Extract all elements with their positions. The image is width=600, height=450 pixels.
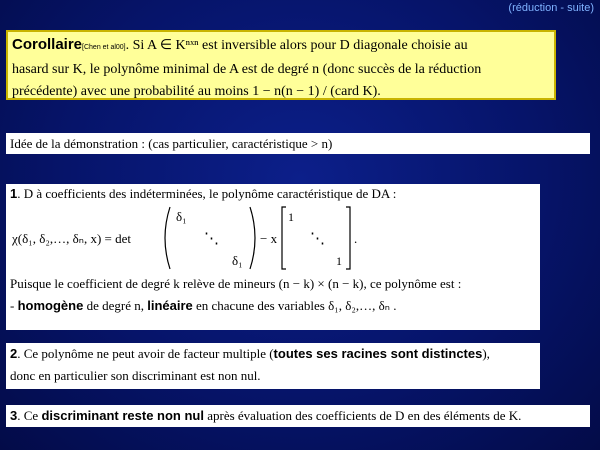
corollary-line-2: hasard sur K, le polynôme minimal de A est de degré n (donc succès de la réduction bbox=[12, 62, 482, 77]
formula-period: . bbox=[354, 231, 358, 246]
matrix2-bottom-entry: 1 bbox=[336, 254, 342, 268]
point-1-post-text: en chacune des variables δ₁, δ₂,…, δₙ . bbox=[192, 298, 397, 313]
distinct-roots-term: toutes ses racines sont distinctes bbox=[273, 346, 483, 361]
point-2-pre-text: . Ce polynôme ne peut avoir de facteur multiple ( bbox=[17, 346, 274, 361]
proof-idea-box bbox=[6, 133, 590, 154]
proof-idea-text: Idée de la démonstration : (cas particulier, caractéristique > n) bbox=[10, 136, 333, 151]
matrix2-dots: ⋱ bbox=[310, 231, 325, 247]
matrix1-bottom-entry: δ₁ bbox=[232, 253, 243, 268]
matrix1-dots: ⋱ bbox=[204, 231, 219, 247]
point-2-number: 2 bbox=[10, 346, 18, 361]
corollary-box bbox=[6, 30, 556, 100]
point-1-line-4 bbox=[10, 295, 536, 317]
matrix1-left-bracket bbox=[165, 207, 170, 269]
matrix2-right-bracket bbox=[346, 207, 350, 269]
point-1-text-1: . D à coefficients des indéterminées, le polynôme caractéristique de DA : bbox=[17, 186, 397, 201]
homogene-term: homogène bbox=[17, 298, 84, 313]
point-3-pre-text: . Ce bbox=[17, 408, 42, 423]
corollary-title: Corollaire bbox=[12, 36, 83, 53]
point-2-line-2: donc en particulier son discriminant est non nul. bbox=[10, 368, 261, 383]
formula-lhs: χ(δ₁, δ₂,…, δₙ, x) = det bbox=[12, 231, 132, 246]
corollary-citation: [Chen et al00] bbox=[82, 44, 126, 51]
section-note: (réduction - suite) bbox=[508, 2, 594, 14]
matrix2-left-bracket bbox=[282, 207, 286, 269]
characteristic-polynomial-formula bbox=[10, 203, 536, 273]
discriminant-term: discriminant reste non nul bbox=[41, 408, 204, 423]
lineaire-term: linéaire bbox=[147, 298, 193, 313]
point-1-mid-text: de degré n, bbox=[83, 298, 148, 313]
corollary-text-1: . Si A ∈ Kⁿˣⁿ est inversible alors pour D diagonale choisie au bbox=[125, 38, 468, 53]
corollary-line-3: précédente) avec une probabilité au moins 1 − n(n − 1) / (card K). bbox=[12, 84, 381, 99]
matrix1-right-bracket bbox=[250, 207, 255, 269]
point-2-box bbox=[6, 343, 540, 389]
corollary-line-1 bbox=[12, 34, 550, 59]
point-3-post-text: après évaluation des coefficients de D en des éléments de K. bbox=[203, 408, 522, 423]
point-3-line bbox=[10, 405, 586, 427]
matrix2-top-entry: 1 bbox=[288, 210, 294, 224]
point-2-post-text: ), bbox=[482, 346, 490, 361]
point-1-box bbox=[6, 184, 540, 330]
point-3-number: 3 bbox=[10, 408, 18, 423]
point-3-box bbox=[6, 405, 590, 427]
point-1-line-3: Puisque le coefficient de degré k relève de mineurs (n − k) × (n − k), ce polynôme est : bbox=[10, 276, 462, 291]
point-1-dash: - bbox=[10, 298, 18, 313]
minus-x: − x bbox=[260, 231, 278, 246]
point-1-line-1 bbox=[10, 185, 536, 203]
point-2-line-1 bbox=[10, 343, 536, 365]
matrix1-top-entry: δ₁ bbox=[176, 209, 187, 224]
point-1-number: 1 bbox=[10, 186, 18, 201]
